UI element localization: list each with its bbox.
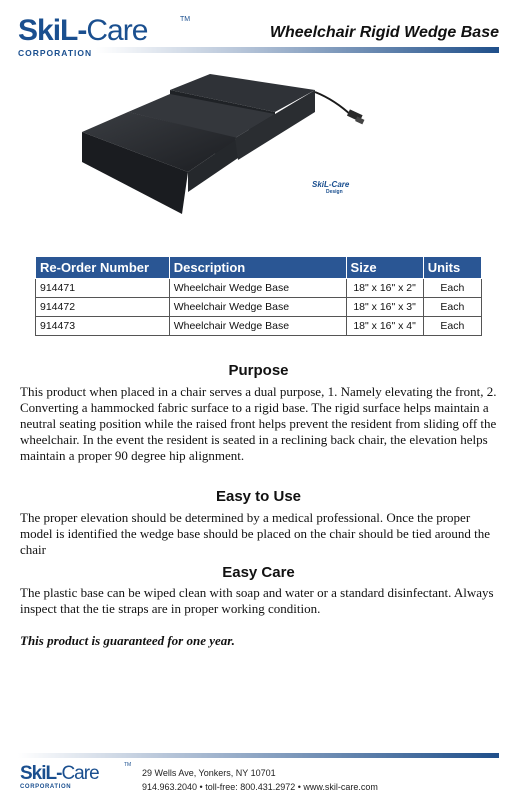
- easy-care-heading: Easy Care: [222, 564, 295, 581]
- reorder-table: [35, 256, 482, 336]
- easy-care-paragraph: The plastic base can be wiped clean with soap and water or a standard disinfectant. Always inspect that the tie straps are in proper working condition.: [20, 585, 494, 616]
- page-title: Wheelchair Rigid Wedge Base: [269, 24, 499, 41]
- cell-size: 18" x 16" x 2": [346, 279, 423, 298]
- cell-description: Wheelchair Wedge Base: [169, 317, 346, 336]
- logo-text-thin: Care: [86, 14, 148, 47]
- column-header-description: Description: [169, 257, 346, 279]
- table-row: [36, 317, 482, 336]
- footer-logo-trademark: TM: [124, 762, 132, 768]
- column-header-reorder-number: Re-Order Number: [36, 257, 170, 279]
- design-logo: [312, 180, 360, 206]
- logo-trademark: TM: [180, 16, 191, 23]
- cell-size: 18" x 16" x 4": [346, 317, 423, 336]
- column-header-units: Units: [423, 257, 481, 279]
- design-logo-subtext: Design: [326, 189, 343, 195]
- cell-reorder-number: 914473: [36, 317, 170, 336]
- footer-contact: 914.963.2040 • toll-free: 800.431.2972 • www.skil-care.com: [142, 782, 378, 792]
- footer-contact-block: [142, 766, 378, 794]
- easy-to-use-heading: Easy to Use: [215, 488, 302, 505]
- cell-units: Each: [423, 317, 481, 336]
- table-row: [36, 279, 482, 298]
- cell-size: 18" x 16" x 3": [346, 298, 423, 317]
- table-row: [36, 298, 482, 317]
- cell-reorder-number: 914472: [36, 298, 170, 317]
- guarantee-statement: This product is guaranteed for one year.: [20, 633, 235, 648]
- logo-subtitle: CORPORATION: [18, 48, 93, 58]
- footer-logo-text-thin: Care: [61, 763, 99, 784]
- purpose-paragraph: This product when placed in a chair serves a dual purpose, 1. Namely elevating the front, 2. Converting a hammocked fabric surface to a rigid base. The rigid surface helps maintain a neutral seating position while the raised front helps prevent the resident from sliding off the wheelchair. In the event the resident is seated in a reclining back chair, the elevation helps maintain a proper 90 degree hip alignment.: [20, 384, 497, 463]
- purpose-heading: Purpose: [228, 362, 289, 379]
- footer-logo: [20, 764, 138, 794]
- cell-description: Wheelchair Wedge Base: [169, 298, 346, 317]
- column-header-size: Size: [346, 257, 423, 279]
- cell-description: Wheelchair Wedge Base: [169, 279, 346, 298]
- design-logo-text: SkiL-Care: [312, 180, 350, 189]
- footer-address: 29 Wells Ave, Yonkers, NY 10701: [142, 768, 276, 778]
- cell-units: Each: [423, 298, 481, 317]
- footer-logo-text-bold: SkiL-: [20, 763, 62, 784]
- easy-to-use-paragraph: The proper elevation should be determined by a medical professional. Once the proper model is identified the wedge base should be placed on the chair should be tied around the chair: [20, 510, 491, 557]
- logo-text-bold: SkiL-: [18, 14, 87, 47]
- cell-units: Each: [423, 279, 481, 298]
- table-header-row: [36, 257, 482, 279]
- footer-divider: [18, 753, 499, 758]
- cell-reorder-number: 914471: [36, 279, 170, 298]
- footer-logo-subtitle: CORPORATION: [20, 784, 72, 790]
- header-divider: [96, 47, 499, 53]
